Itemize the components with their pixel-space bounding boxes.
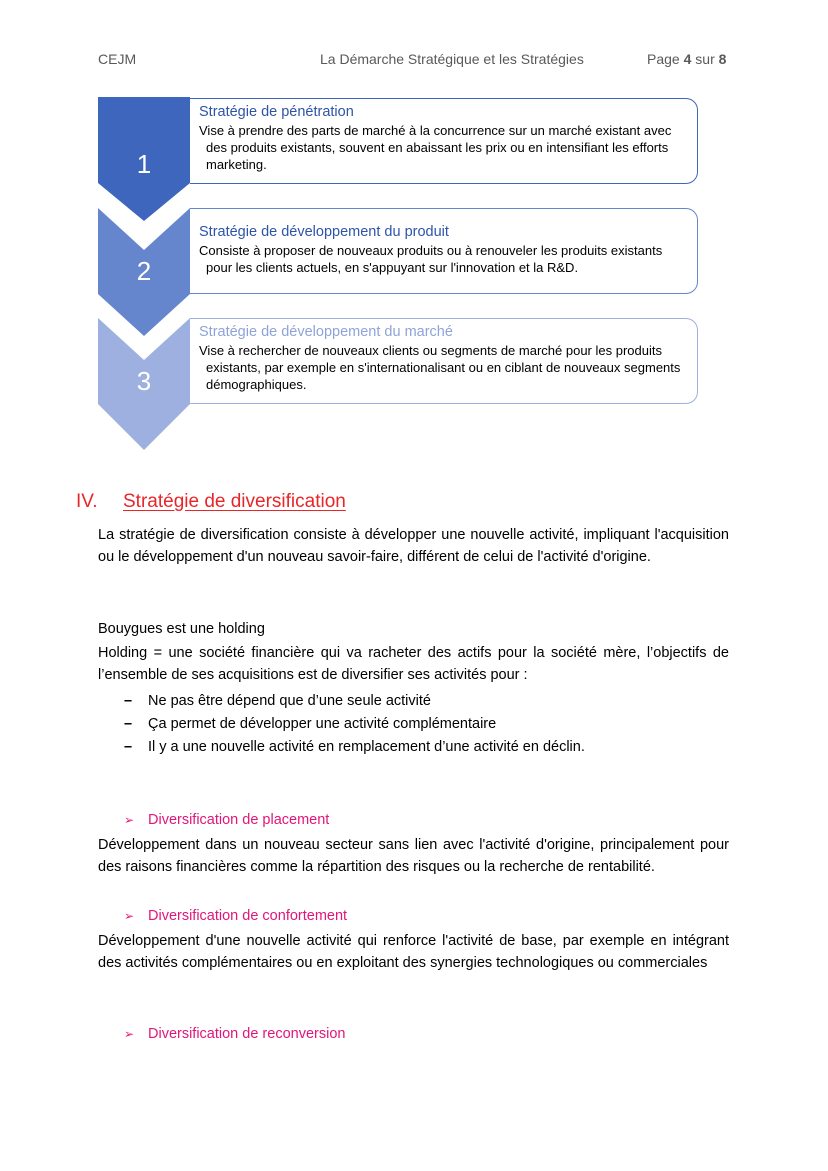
bullet-item: – Ne pas être dépend que d’une seule activité	[124, 690, 431, 712]
bullet-item: – Ça permet de développer une activité complémentaire	[124, 713, 496, 735]
subsection-confortement-text: Développement d'une nouvelle activité qui renforce l'activité de base, par exemple en intégrant des activités complémentaires ou en exploitant des synergies technologiques ou commerciales	[98, 933, 729, 971]
step-3-box	[190, 318, 698, 404]
section-title: Stratégie de diversification	[123, 491, 346, 512]
subsection-confortement-title: ➢ Diversification de confortement	[124, 905, 347, 927]
section-intro: La stratégie de diversification consiste à développer une nouvelle activité, impliquant l'acquisition ou le développement d'un nouveau savoir-faire, différent de celui de l'activité d'origine.	[98, 527, 729, 565]
step-3-text: Vise à rechercher de nouveaux clients ou segments de marché pour les produits existants, par exemple en s'internationalisant ou en ciblant de nouveaux segments démographiques.	[199, 343, 681, 392]
step-1-title: Stratégie de pénétration	[199, 104, 354, 120]
step-1-box	[190, 98, 698, 184]
page-total: 8	[718, 51, 727, 67]
dash-bullet-icon: –	[124, 739, 133, 755]
dash-bullet-icon: –	[124, 693, 133, 709]
subsection-reconversion-title: ➢ Diversification de reconversion	[124, 1023, 345, 1045]
header-page-number: Page 4 sur 8	[647, 51, 727, 67]
step-1-number: 1	[136, 149, 152, 179]
subsection-placement-text: Développement dans un nouveau secteur sans lien avec l'activité d'origine, principalement pour des raisons financières comme la répartition des risques ou la recherche de rentabilité.	[98, 837, 729, 875]
step-2-text: Consiste à proposer de nouveaux produits ou à renouveler les produits existants pour les clients actuels, en s'appuyant sur l'innovation et la R&D.	[199, 243, 663, 275]
bullet-item: – Il y a une nouvelle activité en remplacement d’une activité en déclin.	[124, 736, 585, 758]
step-2-number: 2	[136, 256, 152, 286]
arrowhead-bullet-icon: ➢	[124, 909, 135, 923]
step-1-text: Vise à prendre des parts de marché à la concurrence sur un marché existant avec des produits existants, souvent en abaissant les prix ou en intensifiant les efforts marketing.	[199, 123, 672, 172]
section-number: IV.	[76, 491, 98, 512]
step-2-box	[190, 208, 698, 294]
header-course: CEJM	[98, 51, 137, 67]
arrowhead-bullet-icon: ➢	[124, 813, 135, 827]
holding-definition: Holding = une société financière qui va racheter des actifs pour la société mère, l’objectifs de l’ensemble de ses acquisitions est de diversifier ses activités pour :	[98, 645, 729, 683]
subsection-placement-title: ➢ Diversification de placement	[124, 809, 329, 831]
page-current: 4	[683, 51, 692, 67]
step-2-title: Stratégie de développement du produit	[199, 224, 449, 240]
step-1-chevron	[98, 97, 190, 229]
header-title: La Démarche Stratégique et les Stratégies	[320, 51, 584, 67]
step-3-title: Stratégie de développement du marché	[199, 324, 453, 340]
dash-bullet-icon: –	[124, 716, 133, 732]
arrowhead-bullet-icon: ➢	[124, 1027, 135, 1041]
holding-line: Bouygues est une holding	[98, 621, 265, 637]
step-3-number: 3	[136, 366, 152, 396]
